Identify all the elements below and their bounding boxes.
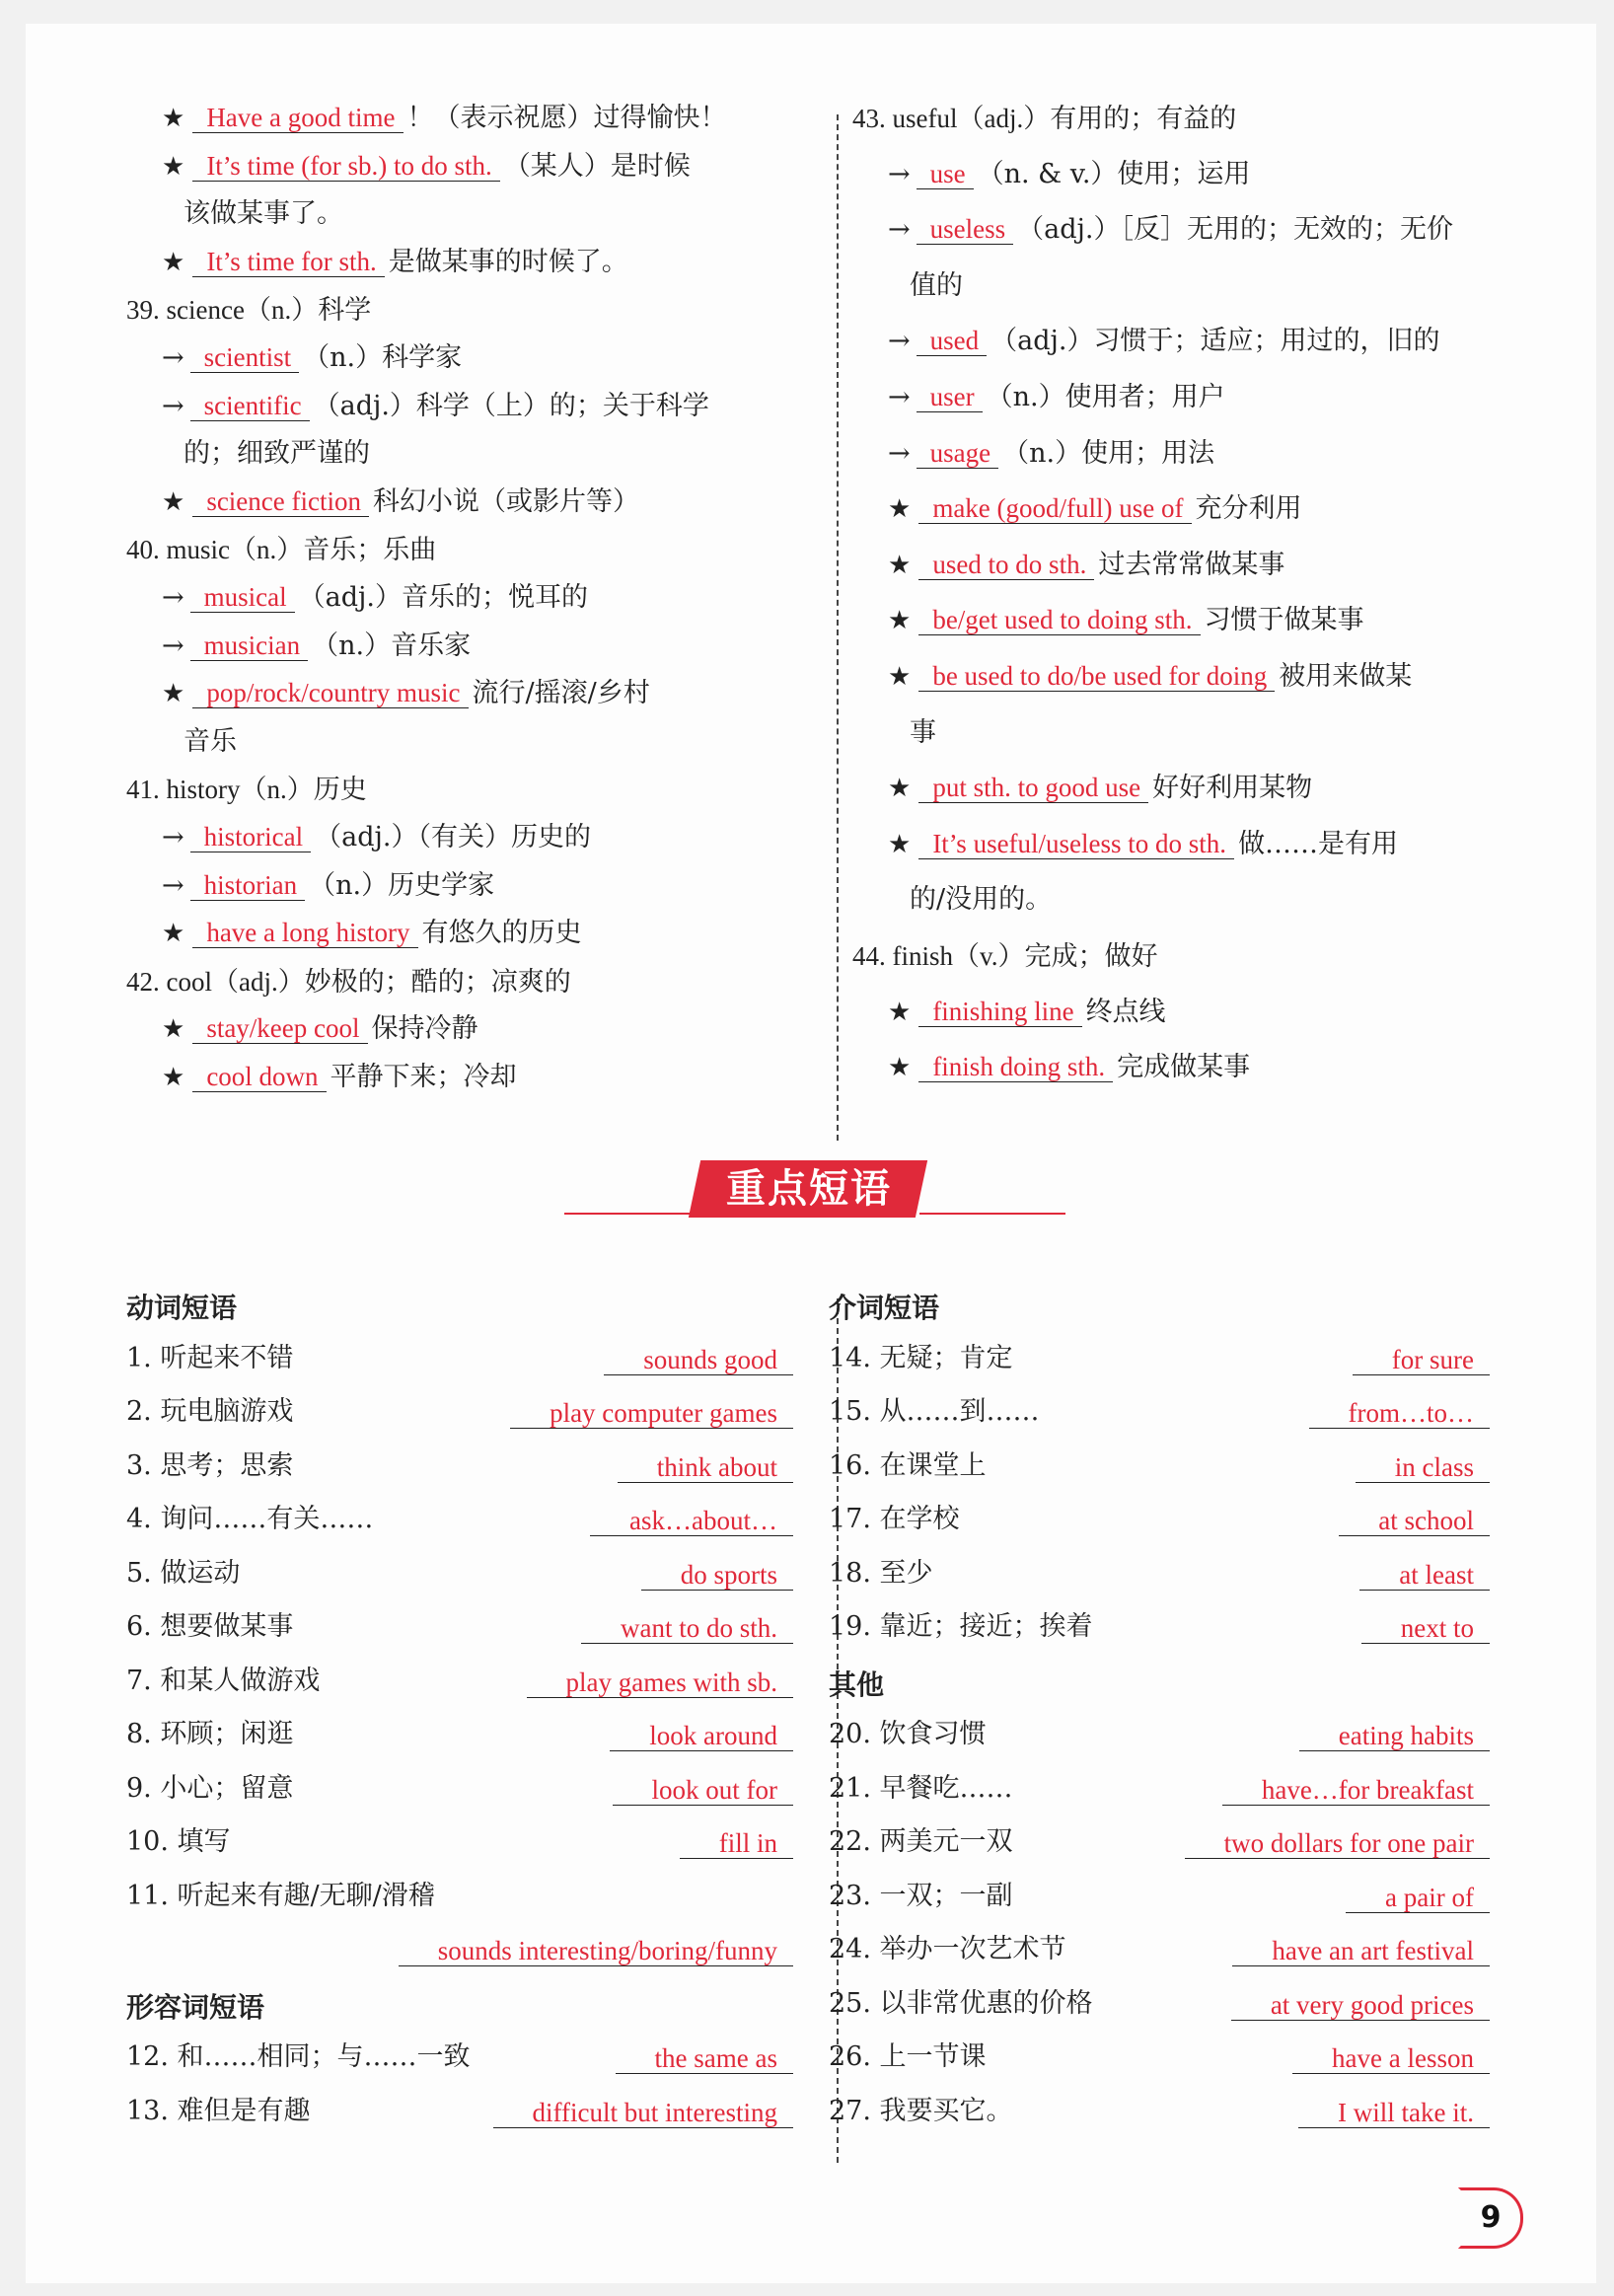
phrase-prompt: 19. 靠近；接近；挨着 bbox=[829, 1611, 1093, 1642]
star-icon: ★ bbox=[162, 151, 185, 182]
vocab-line bbox=[162, 578, 588, 618]
star-icon: ★ bbox=[888, 997, 912, 1027]
answer-blank: be used to do/be used for doing bbox=[918, 661, 1275, 692]
entry-headword: 43. useful（adj.）有用的；有益的 bbox=[852, 104, 1237, 133]
arrow-icon: → bbox=[888, 437, 911, 469]
answer-blank: finishing line bbox=[918, 997, 1081, 1027]
entry-continuation: 值的 bbox=[910, 269, 963, 301]
answer-blank: used to do sth. bbox=[918, 550, 1094, 580]
arrow-icon: → bbox=[888, 326, 911, 357]
answer-blank: musical bbox=[190, 582, 295, 613]
vocab-line bbox=[162, 866, 494, 906]
entry-headword: 40. music（n.）音乐；乐曲 bbox=[126, 535, 437, 565]
phrase-answer: have…for breakfast bbox=[1222, 1775, 1490, 1806]
answer-blank: put sth. to good use bbox=[918, 773, 1148, 803]
entry-meaning: （adj.）科学（上）的；关于科学 bbox=[313, 390, 709, 421]
entry-meaning: （某人）是时候 bbox=[503, 150, 691, 182]
phrase-answer: look out for bbox=[613, 1775, 794, 1806]
answer-blank: It’s useful/useless to do sth. bbox=[918, 829, 1234, 859]
vocab-line bbox=[126, 290, 371, 331]
entry-meaning: 流行/摇滚/乡村 bbox=[472, 678, 650, 709]
phrase-answer: have an art festival bbox=[1232, 1936, 1490, 1966]
phrase-answer: at school bbox=[1339, 1506, 1490, 1536]
entry-meaning: （n.）音乐家 bbox=[312, 630, 472, 661]
answer-blank: scientific bbox=[190, 391, 310, 421]
vocab-line bbox=[888, 434, 1214, 474]
phrase-prompt: 11. 听起来有趣/无聊/滑稽 bbox=[126, 1880, 435, 1911]
vocab-line bbox=[162, 818, 591, 857]
answer-blank: use bbox=[917, 159, 974, 189]
entry-meaning: 充分利用 bbox=[1195, 493, 1302, 525]
phrase-prompt: 2. 玩电脑游戏 bbox=[126, 1396, 294, 1427]
vocab-line bbox=[910, 713, 936, 753]
entry-meaning: （adj.）（有关）历史的 bbox=[315, 822, 591, 852]
phrase-prompt: 25. 以非常优惠的价格 bbox=[829, 1987, 1093, 2019]
entry-meaning: 终点线 bbox=[1085, 996, 1166, 1027]
entry-meaning: （n.）科学家 bbox=[303, 342, 463, 373]
vocab-line bbox=[162, 1058, 517, 1097]
vocab-line bbox=[888, 210, 1453, 250]
phrase-category: 动词短语 bbox=[126, 1292, 238, 1324]
answer-blank: historical bbox=[190, 822, 311, 852]
phrase-prompt: 10. 填写 bbox=[126, 1826, 231, 1857]
vocab-line bbox=[162, 147, 691, 186]
phrase-prompt: 9. 小心；留意 bbox=[126, 1772, 294, 1804]
star-icon: ★ bbox=[162, 679, 185, 709]
entry-headword: 44. finish（v.）完成；做好 bbox=[852, 941, 1158, 971]
answer-blank: It’s time for sth. bbox=[192, 247, 384, 277]
answer-blank: science fiction bbox=[192, 486, 369, 517]
vocab-line bbox=[888, 1048, 1250, 1087]
phrase-prompt: 3. 思考；思索 bbox=[126, 1449, 294, 1481]
phrase-prompt: 21. 早餐吃…… bbox=[829, 1772, 1013, 1804]
phrase-prompt: 20. 饮食习惯 bbox=[829, 1719, 987, 1749]
entry-meaning: （n. & v.）使用；运用 bbox=[977, 158, 1251, 189]
column-divider-top bbox=[837, 114, 839, 1141]
arrow-icon: → bbox=[162, 630, 184, 661]
vocab-line bbox=[183, 434, 370, 474]
vocab-line bbox=[852, 936, 1158, 977]
vocab-line bbox=[162, 627, 471, 666]
star-icon: ★ bbox=[888, 774, 912, 804]
phrase-answer: eating habits bbox=[1299, 1721, 1490, 1751]
entry-meaning: 平静下来；冷却 bbox=[330, 1062, 517, 1092]
vocab-line bbox=[162, 1009, 478, 1049]
answer-blank: user bbox=[917, 382, 983, 412]
vocab-line bbox=[888, 155, 1250, 194]
entry-meaning: 做……是有用 bbox=[1238, 828, 1399, 859]
vocab-line bbox=[183, 194, 343, 234]
phrase-answer: at very good prices bbox=[1231, 1990, 1490, 2021]
banner-rule-right bbox=[919, 1213, 1065, 1215]
workbook-page bbox=[26, 24, 1596, 2283]
phrase-prompt: 17. 在学校 bbox=[829, 1504, 960, 1534]
phrase-answer: sounds good bbox=[604, 1345, 793, 1375]
arrow-icon: → bbox=[162, 390, 184, 421]
phrase-answer: fill in bbox=[680, 1828, 793, 1859]
vocab-line bbox=[888, 993, 1166, 1032]
phrase-answer: difficult but interesting bbox=[493, 2098, 793, 2128]
phrase-answer: ask…about… bbox=[590, 1506, 793, 1536]
entry-continuation: 事 bbox=[910, 716, 936, 748]
vocab-line bbox=[162, 243, 628, 282]
phrase-answer: play games with sb. bbox=[527, 1667, 793, 1698]
vocab-line bbox=[126, 770, 367, 810]
entry-meaning: 完成做某事 bbox=[1117, 1052, 1251, 1083]
vocab-line bbox=[888, 489, 1302, 529]
answer-blank: have a long history bbox=[192, 918, 417, 948]
phrase-answer: sounds interesting/boring/funny bbox=[399, 1936, 793, 1966]
section-title: 重点短语 bbox=[726, 1166, 892, 1212]
entry-meaning: （adj.）音乐的；悦耳的 bbox=[298, 582, 588, 613]
vocab-line bbox=[888, 657, 1412, 697]
phrase-answer: want to do sth. bbox=[581, 1613, 793, 1644]
vocab-line bbox=[162, 387, 709, 426]
entry-meaning: 是做某事的时候了。 bbox=[388, 246, 628, 277]
vocab-line bbox=[888, 601, 1364, 640]
answer-blank: cool down bbox=[192, 1062, 326, 1092]
vocab-line bbox=[183, 722, 237, 762]
phrase-answer: have a lesson bbox=[1292, 2043, 1490, 2074]
phrase-prompt: 22. 两美元一双 bbox=[829, 1826, 1013, 1857]
arrow-icon: → bbox=[162, 822, 184, 852]
phrase-prompt: 6. 想要做某事 bbox=[126, 1611, 294, 1642]
answer-blank: make (good/full) use of bbox=[918, 493, 1191, 524]
entry-meaning: （n.）使用者；用户 bbox=[986, 382, 1225, 412]
vocab-line bbox=[162, 482, 639, 522]
vocab-line bbox=[888, 546, 1284, 585]
entry-meaning: （n.）使用；用法 bbox=[1002, 437, 1215, 469]
vocab-line bbox=[162, 338, 462, 378]
page-number: 9 bbox=[1458, 2187, 1523, 2249]
star-icon: ★ bbox=[162, 247, 185, 277]
vocab-line bbox=[162, 99, 727, 138]
entry-meaning: 习惯于做某事 bbox=[1204, 605, 1364, 636]
phrase-prompt: 13. 难但是有趣 bbox=[126, 2095, 311, 2126]
arrow-icon: → bbox=[888, 158, 911, 189]
phrase-answer: two dollars for one pair bbox=[1185, 1828, 1490, 1859]
entry-meaning: ！（表示祝愿）过得愉快！ bbox=[406, 103, 727, 133]
entry-headword: 41. history（n.）历史 bbox=[126, 775, 367, 805]
vocab-line bbox=[910, 266, 963, 306]
entry-meaning: 好好利用某物 bbox=[1152, 773, 1313, 804]
phrase-prompt: 18. 至少 bbox=[829, 1557, 933, 1589]
star-icon: ★ bbox=[888, 829, 912, 859]
entry-meaning: 有悠久的历史 bbox=[421, 918, 582, 949]
phrase-prompt: 24. 举办一次艺术节 bbox=[829, 1934, 1066, 1964]
phrase-prompt: 16. 在课堂上 bbox=[829, 1449, 987, 1481]
vocab-line bbox=[852, 99, 1236, 139]
phrase-prompt: 14. 无疑；肯定 bbox=[829, 1342, 1013, 1373]
entry-meaning: （adj.）［反］无用的；无效的；无价 bbox=[1017, 214, 1453, 246]
phrase-answer: at least bbox=[1359, 1560, 1490, 1591]
phrase-prompt: 15. 从……到…… bbox=[829, 1396, 1040, 1427]
phrase-answer: the same as bbox=[616, 2043, 793, 2074]
phrase-prompt: 27. 我要买它。 bbox=[829, 2095, 1013, 2126]
phrase-prompt: 23. 一双；一副 bbox=[829, 1880, 1013, 1911]
answer-blank: historian bbox=[190, 870, 306, 901]
phrase-answer: next to bbox=[1361, 1613, 1490, 1644]
entry-meaning: 被用来做某 bbox=[1279, 661, 1413, 692]
answer-blank: useless bbox=[917, 214, 1014, 245]
vocab-line bbox=[910, 880, 1052, 920]
phrase-answer: think about bbox=[618, 1452, 793, 1483]
vocab-line bbox=[888, 769, 1312, 808]
vocab-line bbox=[162, 674, 650, 713]
phrase-answer: I will take it. bbox=[1298, 2098, 1490, 2128]
vocab-line bbox=[888, 322, 1439, 361]
phrase-answer: play computer games bbox=[510, 1398, 793, 1429]
answer-blank: musician bbox=[190, 630, 308, 661]
entry-headword: 42. cool（adj.）妙极的；酷的；凉爽的 bbox=[126, 966, 571, 997]
vocab-line bbox=[888, 825, 1398, 864]
entry-meaning: 科幻小说（或影片等） bbox=[373, 485, 639, 517]
entry-continuation: 该做某事了。 bbox=[183, 198, 343, 230]
vocab-line bbox=[162, 914, 582, 953]
vocab-line bbox=[888, 378, 1225, 417]
phrase-category: 形容词短语 bbox=[126, 1990, 265, 2024]
vocab-line bbox=[126, 530, 436, 570]
answer-blank: usage bbox=[917, 438, 998, 469]
phrase-answer: do sports bbox=[641, 1560, 793, 1591]
star-icon: ★ bbox=[888, 550, 912, 580]
answer-blank: used bbox=[917, 326, 988, 356]
star-icon: ★ bbox=[888, 1053, 912, 1083]
star-icon: ★ bbox=[162, 919, 185, 949]
phrase-answer: a pair of bbox=[1346, 1883, 1490, 1913]
banner-rule-left bbox=[564, 1213, 697, 1215]
phrase-category: 其他 bbox=[829, 1667, 885, 1701]
answer-blank: It’s time (for sb.) to do sth. bbox=[192, 151, 499, 182]
phrase-answer: look around bbox=[610, 1721, 793, 1751]
answer-blank: stay/keep cool bbox=[192, 1013, 367, 1044]
star-icon: ★ bbox=[162, 486, 185, 517]
star-icon: ★ bbox=[162, 104, 185, 133]
phrase-category: 介词短语 bbox=[829, 1292, 940, 1324]
star-icon: ★ bbox=[162, 1063, 185, 1092]
entry-meaning: （n.）历史学家 bbox=[309, 869, 495, 901]
arrow-icon: → bbox=[888, 214, 911, 246]
entry-continuation: 音乐 bbox=[183, 725, 237, 757]
vocab-line bbox=[126, 962, 571, 1002]
answer-blank: finish doing sth. bbox=[918, 1052, 1113, 1082]
phrase-prompt: 8. 环顾；闲逛 bbox=[126, 1719, 294, 1749]
answer-blank: be/get used to doing sth. bbox=[918, 605, 1200, 635]
phrase-prompt: 5. 做运动 bbox=[126, 1557, 241, 1589]
phrase-prompt: 26. 上一节课 bbox=[829, 2041, 987, 2072]
entry-continuation: 的；细致严谨的 bbox=[183, 438, 370, 470]
answer-blank: Have a good time bbox=[192, 103, 403, 133]
answer-blank: pop/rock/country music bbox=[192, 678, 468, 708]
phrase-answer: in class bbox=[1356, 1452, 1490, 1483]
phrase-prompt: 1. 听起来不错 bbox=[126, 1342, 294, 1373]
star-icon: ★ bbox=[888, 662, 912, 692]
arrow-icon: → bbox=[162, 869, 184, 901]
phrase-answer: from…to… bbox=[1309, 1398, 1491, 1429]
entry-meaning: 过去常常做某事 bbox=[1098, 549, 1285, 580]
entry-meaning: 保持冷静 bbox=[371, 1013, 478, 1045]
star-icon: ★ bbox=[888, 494, 912, 525]
phrase-answer: for sure bbox=[1353, 1345, 1490, 1375]
star-icon: ★ bbox=[162, 1014, 185, 1045]
phrase-prompt: 7. 和某人做游戏 bbox=[126, 1665, 321, 1696]
answer-blank: scientist bbox=[190, 342, 300, 373]
phrase-prompt: 4. 询问……有关…… bbox=[126, 1504, 374, 1534]
entry-meaning: （adj.）习惯于；适应；用过的，旧的 bbox=[990, 326, 1440, 357]
phrase-prompt: 12. 和……相同；与……一致 bbox=[126, 2041, 471, 2072]
star-icon: ★ bbox=[888, 606, 912, 636]
entry-continuation: 的/没用的。 bbox=[910, 884, 1053, 916]
arrow-icon: → bbox=[162, 582, 184, 613]
arrow-icon: → bbox=[162, 342, 184, 373]
entry-headword: 39. science（n.）科学 bbox=[126, 295, 372, 326]
arrow-icon: → bbox=[888, 382, 911, 412]
